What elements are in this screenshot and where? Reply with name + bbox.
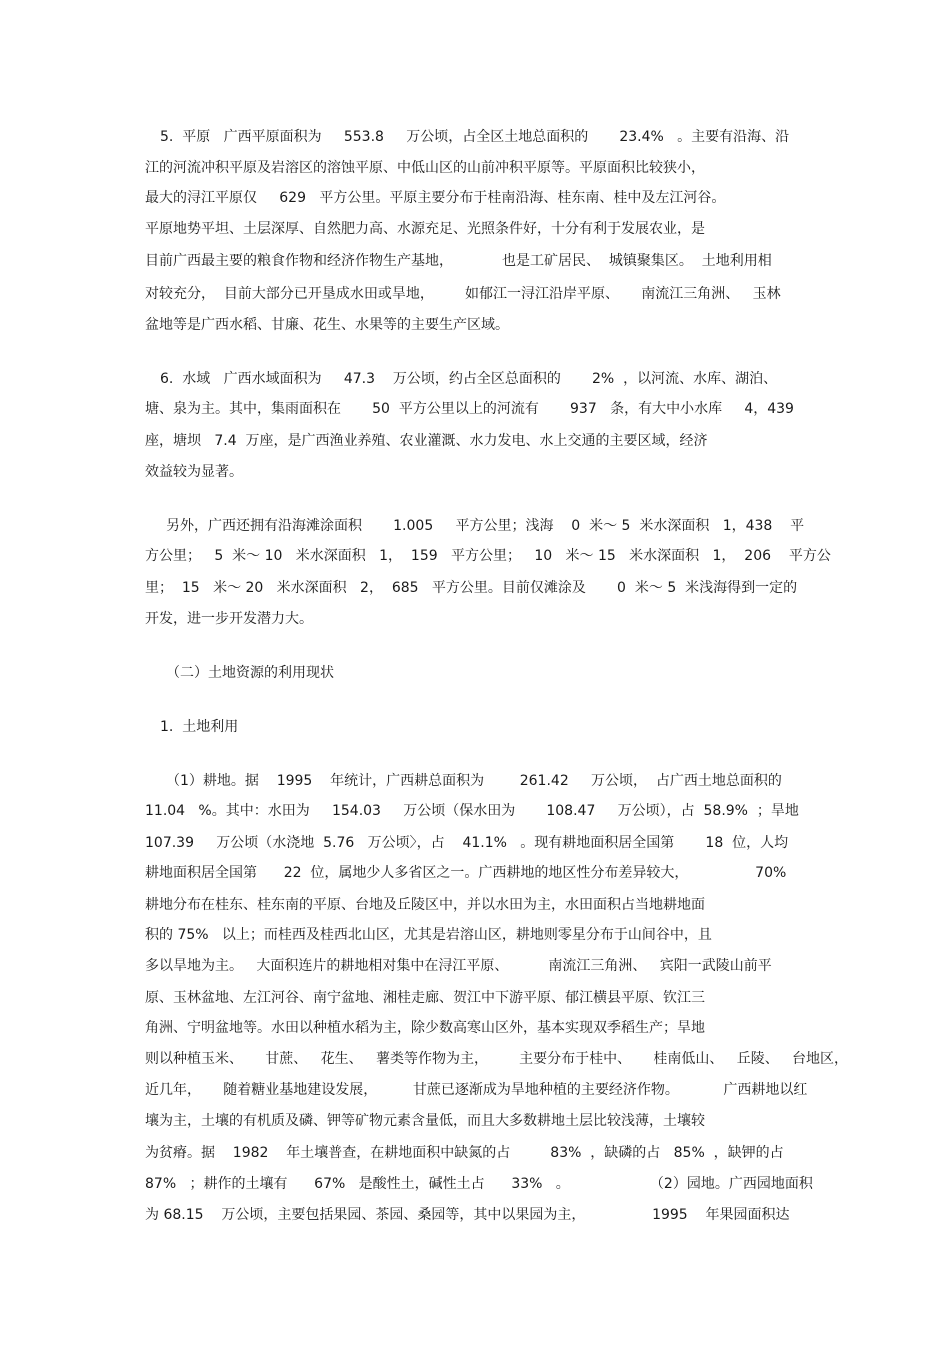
text-line: 耕地分布在桂东、桂东南的平原、台地及丘陵区中，并以水田为主，水田面积占当地耕地面 <box>145 897 705 913</box>
text-line: 近几年， 随着糖业基地建设发展， 甘蔗已逐渐成为旱地种植的主要经济作物。 广西耕地以红 <box>145 1082 808 1098</box>
text-line: 为 68.15 万公顷，主要包括果园、茶园、桑园等，其中以果园为主， 1995 年果园面积达 <box>145 1207 790 1223</box>
text-line: 平原地势平坦、土层深厚、自然肥力高、水源充足、光照条件好，十分有利于发展农业，是 <box>145 221 705 237</box>
text-line: 5. 平原 广西平原面积为 553.8 万公顷，占全区土地总面积的 23.4% 。主要有沿海、沿 <box>160 129 790 145</box>
text-line: 江的河流冲积平原及岩溶区的溶蚀平原、中低山区的山前冲积平原等。平原面积比较狭小， <box>145 160 705 176</box>
text-line: 效益较为显著。 <box>145 464 243 480</box>
text-line: （1）耕地。据 1995 年统计，广西耕总面积为 261.42 万公顷， 占广西土地总面积的 <box>166 773 782 789</box>
text-line: 耕地面积居全国第 22 位，属地少人多省区之一。广西耕地的地区性分布差异较大， 70% <box>145 865 787 881</box>
text-line: 87% ；耕作的土壤有 67% 是酸性土，碱性土占 33% 。 （2）园地。广西园地面积 <box>145 1176 813 1192</box>
text-line: 积的 75% 以上；而桂西及桂西北山区，尤其是岩溶山区，耕地则零星分布于山间谷中，且 <box>145 927 712 943</box>
subsection-heading: 1. 土地利用 <box>160 719 239 735</box>
text-line: 107.39 万公顷（水浇地 5.76 万公顷〉，占 41.1% 。现有耕地面积居全国第 18 位，人均 <box>145 835 789 851</box>
text-line: 目前广西最主要的粮食作物和经济作物生产基地， 也是工矿居民、 城镇聚集区。 土地利用相 <box>145 253 772 269</box>
text-line: 最大的浔江平原仅 629 平方公里。平原主要分布于桂南沿海、桂东南、桂中及左江河谷。 <box>145 190 726 206</box>
text-line: 座，塘坝 7.4 万座，是广西渔业养殖、农业灌溉、水力发电、水上交通的主要区域，经济 <box>145 433 708 449</box>
text-line: 开发，进一步开发潜力大。 <box>145 611 313 627</box>
text-line: 方公里； 5 米～ 10 米水深面积 1， 159 平方公里； 10 米～ 15 米水深面积 1， 206 平方公 <box>145 548 831 564</box>
section-heading: （二）土地资源的利用现状 <box>166 665 334 681</box>
text-line: 盆地等是广西水稻、甘廉、花生、水果等的主要生产区域。 <box>145 317 509 333</box>
text-line: 里； 15 米～ 20 米水深面积 2， 685 平方公里。目前仅滩涂及 0 米～ 5 米浅海得到一定的 <box>145 580 798 596</box>
text-line: 多以旱地为主。 大面积连片的耕地相对集中在浔江平原、 南流江三角洲、 宾阳一武陵山前平 <box>145 958 772 974</box>
text-line: 塘、泉为主。其中，集雨面积在 50 平方公里以上的河流有 937 条，有大中小水库 4，439 <box>145 401 794 417</box>
text-line: 11.04 %。其中：水田为 154.03 万公顷（保水田为 108.47 万公顷），占 58.9% ；旱地 <box>145 803 799 819</box>
text-line: 对较充分， 目前大部分已开垦成水田或旱地， 如郁江一浔江沿岸平原、 南流江三角洲、 玉林 <box>145 286 781 302</box>
text-line: 角洲、宁明盆地等。水田以种植水稻为主，除少数高寒山区外，基本实现双季稻生产；旱地 <box>145 1020 705 1036</box>
text-line: 另外，广西还拥有沿海滩涂面积 1.005 平方公里；浅海 0 米～ 5 米水深面积 1，438 平 <box>166 518 805 534</box>
text-line: 6. 水域 广西水域面积为 47.3 万公顷，约占全区总面积的 2% ，以河流、水库、湖泊、 <box>160 371 778 387</box>
text-line: 原、玉林盆地、左江河谷、南宁盆地、湘桂走廊、贺江中下游平原、郁江横县平原、钦江三 <box>145 990 705 1006</box>
text-line: 为贫瘠。据 1982 年土壤普查，在耕地面积中缺氮的占 83% ，缺磷的占 85% ，缺钾的占 <box>145 1145 784 1161</box>
text-line: 壤为主，土壤的有机质及磷、钾等矿物元素含量低，而且大多数耕地土层比较浅薄，土壤较 <box>145 1113 705 1129</box>
text-line: 则以种植玉米、 甘蔗、 花生、 薯类等作物为主， 主要分布于桂中、 桂南低山、 丘陵、 台地区， <box>145 1051 849 1067</box>
